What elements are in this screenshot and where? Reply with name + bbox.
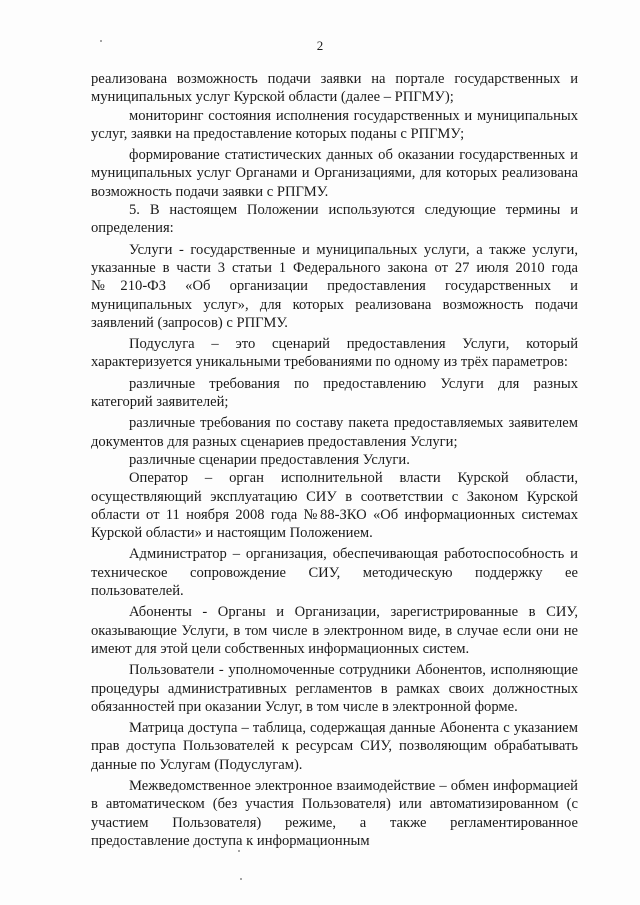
definition-subservice: Подуслуга – это сценарий предоставления Услуги, который характеризуется уникальными требованиями по одному из трёх параметров: — [91, 336, 578, 371]
definition-subscribers: Абоненты - Органы и Организации, зарегистрированные в СИУ, оказывающие Услуги, в том числе в электронном виде, в случае если они не имеют для этой цели собственных информационных систем. — [91, 604, 578, 657]
body-text — [91, 70, 578, 850]
paragraph-continuation: реализована возможность подачи заявки на портале государственных и муниципальных услуг Курской области (далее – РПГМУ); — [91, 71, 578, 106]
definition-access-matrix: Матрица доступа – таблица, содержащая данные Абонента с указанием прав доступа Пользователей к ресурсам СИУ, позволяющим обрабатывать данные по Услугам (Подуслугам). — [91, 720, 578, 773]
definition-services: Услуги - государственные и муниципальных услуги, а также услуги, указанные в части 3 статьи 1 Федерального закона от 27 июля 2010 года №210-ФЗ «Об организации предоставления государственных и муниципальных услуг», для которых реализована возможность подачи заявлений (запросов) с РПГМУ. — [91, 241, 578, 331]
scan-speck — [238, 850, 240, 852]
definition-interagency-interaction: Межведомственное электронное взаимодействие – обмен информацией в автоматическом (без участия Пользователя) или автоматизированном (с участием Пользователя) режиме, а также регламентированное предоставление доступа к информационным — [91, 777, 578, 849]
paragraph-item-5: 5. В настоящем Положении используются следующие термины и определения: — [91, 202, 578, 237]
paragraph: мониторинг состояния исполнения государственных и муниципальных услуг, заявки на предоставление которых поданы с РПГМУ; — [91, 107, 578, 142]
page-number: 2 — [316, 38, 324, 53]
definition-operator: Оператор – орган исполнительной власти Курской области, осуществляющий эксплуатацию СИУ в соответствии с Законом Курской области от 11 ноября 2008 года №88-ЗКО «Об информационных системах Курской области» и настоящим Положением. — [91, 470, 578, 542]
list-item: различные сценарии предоставления Услуги. — [129, 451, 410, 468]
list-item: различные требования по составу пакета предоставляемых заявителем документов для разных сценариев предоставления Услуги; — [91, 415, 578, 450]
scan-speck — [100, 40, 102, 42]
paragraph: формирование статистических данных об оказании государственных и муниципальных услуг Органами и Организациями, для которых реализована возможность подачи заявки с РПГМУ. — [91, 147, 578, 200]
definition-users: Пользователи - уполномоченные сотрудники Абонентов, исполняющие процедуры административных регламентов в рамках своих должностных обязанностей при оказании Услуг, в том числе в электронной форме. — [91, 662, 578, 715]
definition-administrator: Администратор – организация, обеспечивающая работоспособность и техническое сопровождение СИУ, методическую поддержку ее пользователей. — [91, 546, 578, 600]
scan-speck — [240, 878, 242, 880]
list-item: различные требования по предоставлению Услуги для разных категорий заявителей; — [91, 375, 578, 411]
